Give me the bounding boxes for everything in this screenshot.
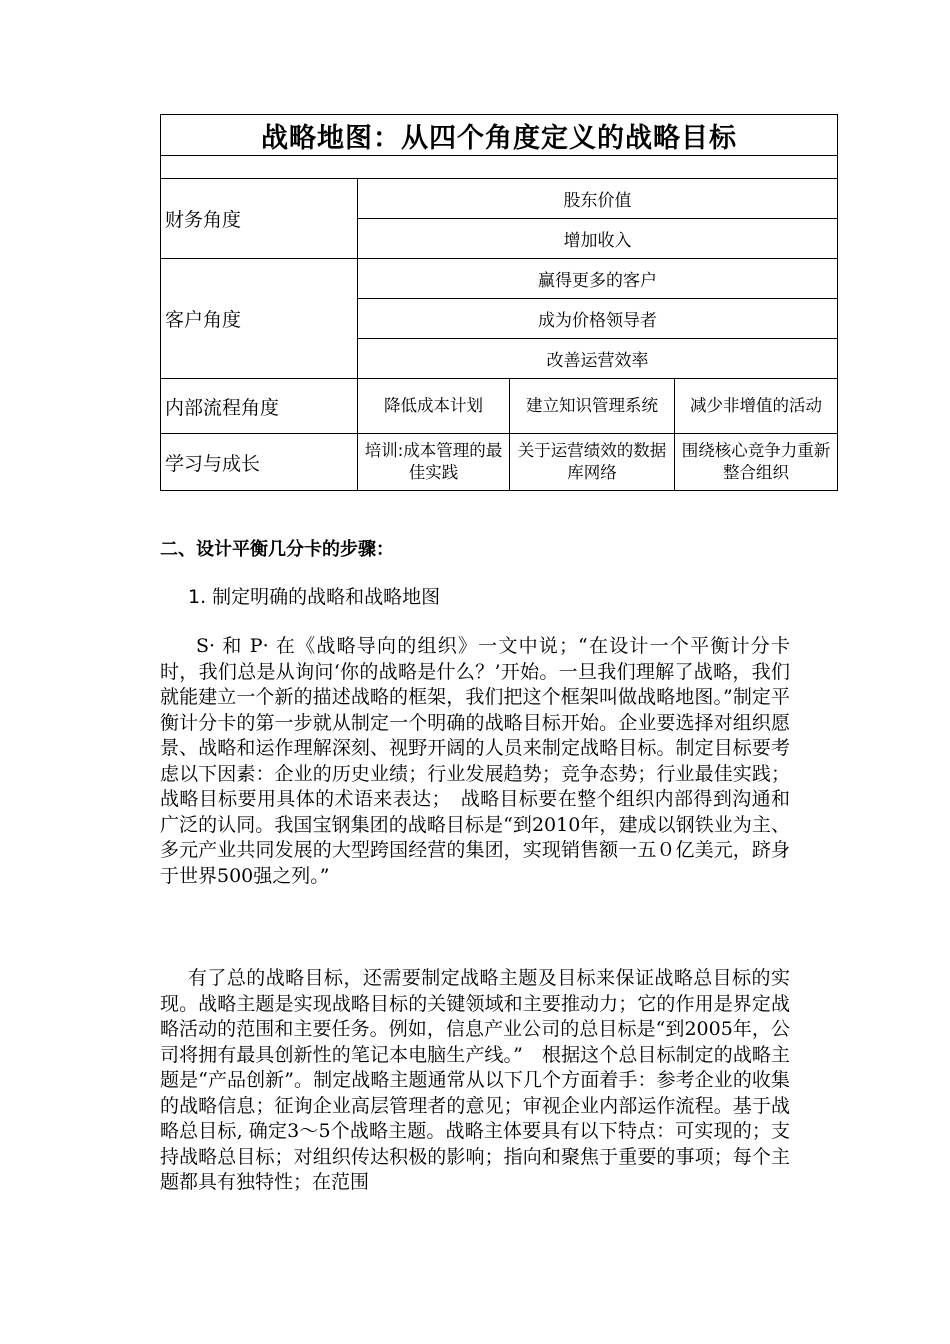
body-paragraph-1: S· 和 P· 在《战略导向的组织》一文中说；“在设计一个平衡计分卡时，我们总是从询问‘你的战略是什么？’开始。一旦我们理解了战略，我们就能建立一个新的描述战略的框架，我们把这个框架叫做战略地图。”制定平衡计分卡的第一步就从制定一个明确的战略目标开始。企业要选择对组织愿景、战略和运作理解深刻、视野开阔的人员来制定战略目标。制定目标要考虑以下因素：企业的历史业绩；行业发展趋势；竞争态势；行业最佳实践；战略目标要用具体的术语来表达； 战略目标要在整个组织内部得到沟通和广泛的认同。我国宝钢集团的战略目标是“到2010年，建成以钢铁业为主、多元产业共同发展的大型跨国经营的集团，实现销售额一五０亿美元，跻身于世界500强之列。” — [160, 635, 790, 887]
financial-row-1 — [161, 179, 838, 219]
financial-perspective-label: 财务角度 — [161, 179, 358, 259]
step-1-heading: 1. 制定明确的战略和战略地图 — [188, 586, 441, 608]
customer-perspective-label: 客户角度 — [161, 259, 358, 379]
learning-objective: 培训:成本管理的最佳实践 — [358, 434, 510, 491]
financial-objective: 增加收入 — [358, 219, 838, 259]
customer-row-1 — [161, 259, 838, 299]
customer-objective: 成为价格领导者 — [358, 299, 838, 339]
internal-objective: 降低成本计划 — [358, 379, 510, 434]
strategy-map-table-wrapper — [160, 114, 837, 491]
learning-perspective-label: 学习与成长 — [161, 434, 358, 491]
table-title: 战略地图：从四个角度定义的战略目标 — [161, 115, 838, 156]
section-heading: 二、设计平衡几分卡的步骤： — [160, 539, 394, 560]
body-paragraph-2: 有了总的战略目标，还需要制定战略主题及目标来保证战略总目标的实现。战略主题是实现战略目标的关键领域和主要推动力；它的作用是界定战略活动的范围和主要任务。例如，信息产业公司的总目标是“到2005年，公司将拥有最具创新性的笔记本电脑生产线。” 根据这个总目标制定的战略主题是“产品创新”。制定战略主题通常从以下几个方面着手：参考企业的收集的战略信息；征询企业高层管理者的意见；审视企业内部运作流程。基于战略总目标, 确定3～5个战略主题。战略主体要具有以下特点：可实现的；支持战略总目标；对组织传达积极的影响；指向和聚焦于重要的事项；每个主题都具有独特性；在范围 — [160, 967, 790, 1193]
table-blank-row — [161, 156, 838, 179]
table-title-row — [161, 115, 838, 156]
internal-perspective-label: 内部流程角度 — [161, 379, 358, 434]
internal-process-row — [161, 379, 838, 434]
customer-objective: 赢得更多的客户 — [358, 259, 838, 299]
learning-growth-row — [161, 434, 838, 491]
financial-objective: 股东价值 — [358, 179, 838, 219]
strategy-map-table — [160, 114, 838, 491]
blank-cell — [161, 156, 838, 179]
learning-objective: 围绕核心竞争力重新整合组织 — [675, 434, 838, 491]
internal-objective: 减少非增值的活动 — [675, 379, 838, 434]
customer-objective: 改善运营效率 — [358, 339, 838, 379]
internal-objective: 建立知识管理系统 — [510, 379, 675, 434]
learning-objective: 关于运营绩效的数据库网络 — [510, 434, 675, 491]
